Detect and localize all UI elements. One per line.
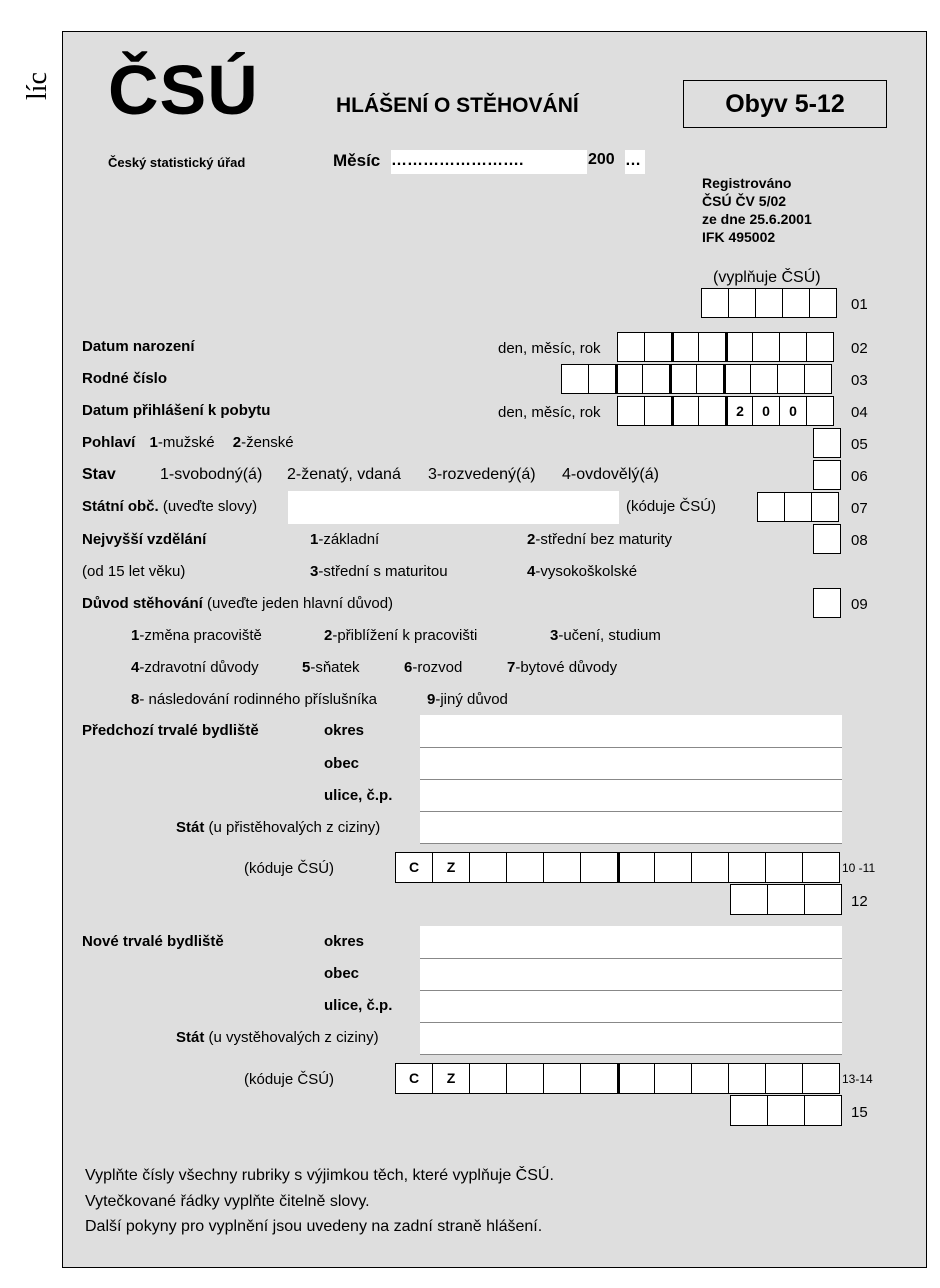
state-hint: (u vystěhovalých z ciziny) xyxy=(208,1029,379,1046)
citizenship-row xyxy=(82,498,257,515)
box[interactable] xyxy=(696,364,724,394)
citizenship-label: Státní obč. xyxy=(82,498,159,515)
marital-option: 4-ovdovělý(á) xyxy=(562,466,659,483)
box[interactable] xyxy=(806,332,834,362)
option-number: 4 xyxy=(527,563,536,580)
previous-residence-label: Předchozí trvalé bydliště xyxy=(82,722,259,739)
registration-line: IFK 495002 xyxy=(702,229,776,245)
registration-line: Registrováno xyxy=(702,175,792,191)
previous-extra-boxes[interactable] xyxy=(730,884,842,915)
education-sub: (od 15 let věku) xyxy=(82,563,186,580)
side-label: líc xyxy=(22,72,53,100)
marital-box[interactable] xyxy=(813,460,841,490)
box[interactable]: Z xyxy=(432,1063,470,1094)
option-text: - následování rodinného příslušníka xyxy=(139,691,377,708)
month-field[interactable]: ……………………. xyxy=(391,150,587,174)
month-label: Měsíc xyxy=(333,151,381,170)
box[interactable]: 0 xyxy=(779,396,807,426)
office-name: Český statistický úřad xyxy=(108,155,246,170)
box[interactable] xyxy=(813,588,841,618)
row-number: 06 xyxy=(851,468,868,485)
marital-label: Stav xyxy=(82,466,116,483)
new-municipality-label: obec xyxy=(324,965,360,982)
state-label: Stát xyxy=(176,819,205,836)
previous-state-field[interactable] xyxy=(420,812,842,844)
previous-street-field[interactable] xyxy=(420,780,842,812)
citizenship-field[interactable] xyxy=(288,491,619,524)
option-number: 3 xyxy=(310,563,319,580)
box[interactable] xyxy=(617,396,645,426)
row-number: 15 xyxy=(851,1104,868,1121)
new-state-field[interactable] xyxy=(420,1023,842,1055)
box[interactable] xyxy=(728,1063,766,1094)
box[interactable] xyxy=(804,364,832,394)
box[interactable] xyxy=(691,1063,729,1094)
footer-instruction: Vytečkované řádky vyplňte čitelně slovy. xyxy=(85,1193,370,1210)
box[interactable] xyxy=(669,364,697,394)
reason-option xyxy=(324,627,477,644)
reason-option xyxy=(131,659,259,676)
box[interactable] xyxy=(730,884,768,915)
option-number: 1 xyxy=(310,531,319,548)
box[interactable] xyxy=(642,364,670,394)
registration-line: ČSÚ ČV 5/02 xyxy=(702,193,787,209)
option-text: -sňatek xyxy=(310,659,360,676)
reason-hint: (uveďte jeden hlavní důvod) xyxy=(207,595,394,612)
education-option xyxy=(310,563,448,580)
footer-instruction: Další pokyny pro vyplnění jsou uvedeny na zadní straně hlášení. xyxy=(85,1218,543,1235)
sex-option-number: 2 xyxy=(232,434,242,451)
new-district-label: okres xyxy=(324,933,365,950)
box[interactable] xyxy=(813,524,841,554)
box[interactable] xyxy=(506,1063,544,1094)
citizenship-csu-note: (kóduje ČSÚ) xyxy=(626,498,717,515)
row-number: 12 xyxy=(851,893,868,910)
registration-info xyxy=(702,174,812,246)
box[interactable] xyxy=(615,364,643,394)
box[interactable] xyxy=(543,1063,581,1094)
reason-option xyxy=(302,659,360,676)
box[interactable] xyxy=(757,492,785,522)
education-label: Nejvyšší vzdělání xyxy=(82,531,207,548)
option-number: 8 xyxy=(131,691,140,708)
box[interactable] xyxy=(654,1063,692,1094)
new-street-label: ulice, č.p. xyxy=(324,997,393,1014)
sex-option: -ženské xyxy=(241,434,294,451)
row-01-boxes[interactable] xyxy=(701,288,837,318)
year-field[interactable]: … xyxy=(625,150,645,174)
option-text: -střední bez maturity xyxy=(535,531,673,548)
box[interactable] xyxy=(725,332,753,362)
box[interactable] xyxy=(802,1063,840,1094)
registration-date-boxes[interactable] xyxy=(617,396,834,426)
previous-code-boxes[interactable] xyxy=(395,852,840,883)
reason-option xyxy=(507,659,617,676)
reason-option xyxy=(131,691,377,708)
option-number: 2 xyxy=(324,627,333,644)
csu-logo: ČSÚ xyxy=(108,51,259,129)
box[interactable] xyxy=(752,332,780,362)
option-text: -učení, studium xyxy=(558,627,661,644)
previous-municipality-field[interactable] xyxy=(420,748,842,780)
box[interactable] xyxy=(644,332,672,362)
education-option xyxy=(527,531,672,548)
birth-date-label: Datum narození xyxy=(82,338,195,355)
box[interactable] xyxy=(777,364,805,394)
education-box[interactable] xyxy=(813,524,841,554)
state-hint: (u přistěhovalých z ciziny) xyxy=(208,819,381,836)
box[interactable]: 2 xyxy=(725,396,753,426)
box[interactable] xyxy=(806,396,834,426)
box[interactable] xyxy=(811,492,839,522)
box[interactable]: Z xyxy=(432,852,470,883)
box[interactable] xyxy=(755,288,783,318)
box[interactable] xyxy=(802,852,840,883)
box[interactable] xyxy=(784,492,812,522)
previous-district-field[interactable] xyxy=(420,715,842,748)
option-text: -střední s maturitou xyxy=(318,563,448,580)
birth-number-label: Rodné číslo xyxy=(82,370,168,387)
box[interactable] xyxy=(671,332,699,362)
box[interactable] xyxy=(765,852,803,883)
new-residence-label: Nové trvalé bydliště xyxy=(82,933,224,950)
box[interactable] xyxy=(767,884,805,915)
previous-district-label: okres xyxy=(324,722,365,739)
box[interactable] xyxy=(588,364,616,394)
reason-box[interactable] xyxy=(813,588,841,618)
marital-option: 2-ženatý, vdaná xyxy=(287,466,401,483)
form-code: Obyv 5-12 xyxy=(683,80,887,128)
previous-street-label: ulice, č.p. xyxy=(324,787,393,804)
reason-option xyxy=(404,659,462,676)
previous-municipality-label: obec xyxy=(324,755,360,772)
box[interactable] xyxy=(809,288,837,318)
box[interactable] xyxy=(723,364,751,394)
box[interactable] xyxy=(730,1095,768,1126)
box[interactable] xyxy=(765,1063,803,1094)
box[interactable] xyxy=(580,1063,618,1094)
box[interactable] xyxy=(561,364,589,394)
year-prefix: 200 xyxy=(588,151,615,168)
option-number: 7 xyxy=(507,659,516,676)
sex-label: Pohlaví xyxy=(82,434,136,451)
birth-number-boxes[interactable] xyxy=(561,364,832,394)
registration-date-label: Datum přihlášení k pobytu xyxy=(82,402,271,419)
new-municipality-field[interactable] xyxy=(420,959,842,991)
registration-date-hint: den, měsíc, rok xyxy=(498,404,601,421)
box[interactable] xyxy=(580,852,618,883)
box[interactable] xyxy=(698,396,726,426)
box[interactable]: 0 xyxy=(752,396,780,426)
new-street-field[interactable] xyxy=(420,991,842,1023)
reason-option xyxy=(550,627,661,644)
reason-row xyxy=(82,595,393,612)
option-number: 2 xyxy=(527,531,536,548)
marital-option: 3-rozvedený(á) xyxy=(428,466,536,483)
row-number: 05 xyxy=(851,436,868,453)
new-extra-boxes[interactable] xyxy=(730,1095,842,1126)
option-number: 4 xyxy=(131,659,140,676)
option-text: -změna pracoviště xyxy=(139,627,262,644)
row-number: 01 xyxy=(851,296,868,313)
row-number: 03 xyxy=(851,372,868,389)
row-number: 02 xyxy=(851,340,868,357)
box[interactable] xyxy=(617,332,645,362)
box[interactable]: C xyxy=(395,1063,433,1094)
box[interactable] xyxy=(506,852,544,883)
reason-option xyxy=(131,627,262,644)
citizenship-code-boxes[interactable] xyxy=(757,492,839,522)
citizenship-hint: (uveďte slovy) xyxy=(162,498,258,515)
option-text: -zdravotní důvody xyxy=(139,659,259,676)
box[interactable] xyxy=(813,428,841,458)
box[interactable] xyxy=(767,1095,805,1126)
reason-option xyxy=(427,691,508,708)
box[interactable] xyxy=(469,1063,507,1094)
option-number: 9 xyxy=(427,691,436,708)
new-district-field[interactable] xyxy=(420,926,842,959)
new-csu-note: (kóduje ČSÚ) xyxy=(244,1071,335,1088)
option-text: -rozvod xyxy=(412,659,463,676)
box[interactable] xyxy=(469,852,507,883)
option-number: 1 xyxy=(131,627,140,644)
education-option xyxy=(310,531,379,548)
birth-date-hint: den, měsíc, rok xyxy=(498,340,601,357)
option-number: 6 xyxy=(404,659,413,676)
row-number: 10 -11 xyxy=(842,861,876,875)
row-number: 09 xyxy=(851,596,868,613)
sex-row xyxy=(82,434,294,451)
box[interactable] xyxy=(813,460,841,490)
row-number: 13-14 xyxy=(842,1072,873,1086)
box[interactable] xyxy=(654,852,692,883)
csu-fill-note: (vyplňuje ČSÚ) xyxy=(713,269,821,286)
box[interactable] xyxy=(728,288,756,318)
box[interactable] xyxy=(691,852,729,883)
sex-option-number: 1 xyxy=(149,434,158,451)
box[interactable] xyxy=(617,852,655,883)
box[interactable] xyxy=(617,1063,655,1094)
box[interactable] xyxy=(543,852,581,883)
row-number: 04 xyxy=(851,404,868,421)
box[interactable] xyxy=(644,396,672,426)
previous-csu-note: (kóduje ČSÚ) xyxy=(244,860,335,877)
box[interactable] xyxy=(671,396,699,426)
option-text: -přiblížení k pracovišti xyxy=(332,627,478,644)
education-option xyxy=(527,563,637,580)
option-text: -bytové důvody xyxy=(515,659,618,676)
reason-label: Důvod stěhování xyxy=(82,595,203,612)
new-code-boxes[interactable] xyxy=(395,1063,840,1094)
box[interactable] xyxy=(804,884,842,915)
footer-instruction: Vyplňte čísly všechny rubriky s výjimkou těch, které vyplňuje ČSÚ. xyxy=(85,1167,554,1184)
sex-option: -mužské xyxy=(157,434,215,451)
row-number: 08 xyxy=(851,532,868,549)
box[interactable] xyxy=(782,288,810,318)
box[interactable] xyxy=(698,332,726,362)
option-text: -jiný důvod xyxy=(435,691,508,708)
box[interactable] xyxy=(701,288,729,318)
box[interactable] xyxy=(779,332,807,362)
option-number: 5 xyxy=(302,659,311,676)
box[interactable] xyxy=(804,1095,842,1126)
option-text: -základní xyxy=(318,531,380,548)
new-state-row xyxy=(176,1029,379,1046)
option-text: -vysokoškolské xyxy=(535,563,638,580)
row-number: 07 xyxy=(851,500,868,517)
previous-state-row xyxy=(176,819,380,836)
form-title: HLÁŠENÍ O STĚHOVÁNÍ xyxy=(336,94,579,117)
box[interactable]: C xyxy=(395,852,433,883)
box[interactable] xyxy=(750,364,778,394)
option-number: 3 xyxy=(550,627,559,644)
marital-option: 1-svobodný(á) xyxy=(160,466,263,483)
sex-box[interactable] xyxy=(813,428,841,458)
birth-date-boxes[interactable] xyxy=(617,332,834,362)
box[interactable] xyxy=(728,852,766,883)
state-label: Stát xyxy=(176,1029,205,1046)
registration-line: ze dne 25.6.2001 xyxy=(702,211,812,227)
